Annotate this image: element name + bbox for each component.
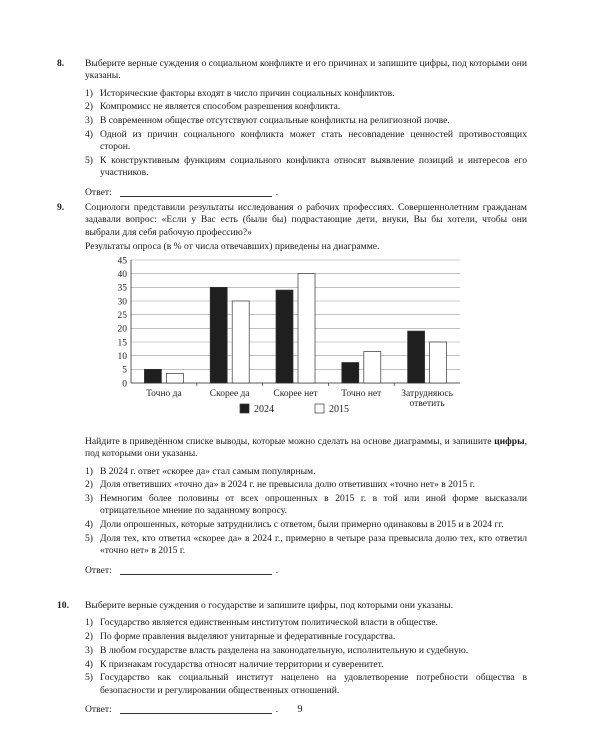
question-number: 8. — [57, 58, 65, 69]
question-10 — [57, 600, 527, 716]
options-list — [85, 88, 527, 180]
x-tick-label: Скорее нет — [273, 389, 318, 399]
option-item: 2) По форме правления выделяют унитарные и федеративные государства. — [85, 631, 396, 643]
y-tick-label: 0 — [122, 379, 127, 390]
y-tick-label: 15 — [117, 338, 127, 349]
question-9 — [57, 202, 527, 253]
bar-2024 — [408, 331, 425, 383]
y-tick-label: 10 — [117, 351, 127, 362]
bar-2024 — [276, 290, 293, 383]
y-tick-label: 30 — [117, 297, 127, 308]
bar-2015 — [166, 373, 183, 383]
answer-label: Ответ: — [85, 564, 112, 576]
bar-2024 — [342, 363, 359, 384]
legend-label: 2024 — [254, 404, 274, 415]
bar-2024 — [210, 287, 227, 383]
option-item: 5) К конструктивным функциям социального конфликта относят выявление позиций и интересов его участников. — [85, 155, 527, 179]
x-tick-label: Затрудняюсь — [401, 389, 453, 399]
option-item: 1) Государство является единственным институтом политической власти в обществе. — [85, 617, 438, 629]
y-tick-label: 40 — [117, 269, 127, 280]
results-intro: Результаты опроса (в % от числа отвечавших) приведены на диаграмме. — [85, 240, 380, 252]
question-number: 10. — [57, 600, 69, 611]
legend-label: 2015 — [329, 404, 349, 415]
answer-field[interactable] — [120, 187, 272, 197]
answer-row: Ответ: . — [85, 704, 279, 716]
x-tick-label: Точно да — [146, 389, 182, 399]
options-list — [85, 617, 527, 697]
find-instructions: Найдите в приведённом списке выводы, которые можно сделать на основе диаграммы, и запишите цифры, под которыми они указаны. — [85, 436, 527, 460]
option-item: 1) В 2024 г. ответ «скорее да» стал самым популярным. — [85, 465, 316, 477]
answer-label: Ответ: — [85, 704, 112, 716]
option-item: 5) Доля тех, кто ответил «скорее да» в 2024 г., примерно в четыре раза превысила долю тех, кто ответил «точно нет» в 2015 г. — [85, 533, 527, 557]
bar-2015 — [430, 342, 447, 383]
bar-chart-svg — [85, 252, 515, 432]
options-list — [85, 466, 527, 558]
option-item: 2) Доля ответивших «точно да» в 2024 г. не превысила долю ответивших «точно нет» в 2015 г. — [85, 479, 476, 491]
y-tick-label: 25 — [117, 310, 127, 321]
x-tick-label: ответить — [409, 399, 445, 409]
question-text: Выберите верные суждения о государстве и запишите цифры, под которыми они указаны. — [85, 600, 453, 611]
option-item: 3) Немногим более половины от всех опрошенных в 2015 г. в той или иной форме высказали отрицательное мнение по заданному вопросу. — [85, 493, 527, 517]
legend-swatch-2024 — [240, 404, 249, 413]
x-tick-label: Скорее да — [209, 389, 250, 399]
answer-label: Ответ: — [85, 186, 112, 198]
option-item: 5) Государство как социальный институт нацелено на удовлетворение потребности общества в безопасности и регулировании общественных отношений. — [85, 672, 527, 696]
y-tick-label: 45 — [117, 256, 127, 267]
bar-2015 — [298, 274, 315, 383]
answer-row: Ответ: . — [85, 186, 279, 198]
question-9-continued — [85, 436, 527, 577]
question-text: Выберите верные суждения о социальном конфликте и его причинах и запишите цифры, под которыми они указаны. — [85, 58, 527, 82]
question-text: Социологи представили результаты исследования о рабочих профессиях. Совершеннолетним гражданам задавали вопрос: «Если у Вас есть (были бы) подрастающие дети, внуки, Вы бы хотели, чтобы они выбрали для себя рабочую профессию?» — [85, 202, 527, 238]
option-item: 4) Одной из причин социального конфликта может стать несовпадение ценностей противостоящих сторон. — [85, 128, 527, 153]
question-number: 9. — [57, 202, 65, 213]
x-tick-label: Точно нет — [341, 389, 382, 399]
answer-field[interactable] — [120, 565, 272, 575]
bar-2015 — [364, 352, 381, 383]
option-item: 4) К признакам государства относят наличие территории и суверенитет. — [85, 658, 384, 670]
page-number: 9 — [297, 704, 303, 715]
y-tick-label: 20 — [117, 324, 127, 335]
bar-2024 — [144, 369, 161, 383]
question-8 — [57, 58, 527, 199]
y-tick-label: 5 — [122, 365, 127, 376]
option-item: 2) Компромисс не является способом разрешения конфликта. — [85, 101, 341, 113]
option-item: 3) В современном обществе отсутствуют социальные конфликты на религиозной почве. — [85, 115, 450, 127]
y-tick-label: 35 — [117, 283, 127, 294]
option-item: 4) Доли опрошенных, которые затруднились с ответом, были примерно одинаковы в 2015 и в 2024 гг. — [85, 519, 504, 531]
answer-row: Ответ: . — [85, 564, 279, 576]
option-item: 3) В любом государстве власть разделена на законодательную, исполнительную и судебную. — [85, 644, 469, 656]
option-item: 1) Исторические факторы входят в число причин социальных конфликтов. — [85, 87, 395, 99]
legend-swatch-2015 — [315, 404, 324, 413]
survey-chart — [85, 252, 515, 432]
bar-2015 — [232, 301, 249, 383]
